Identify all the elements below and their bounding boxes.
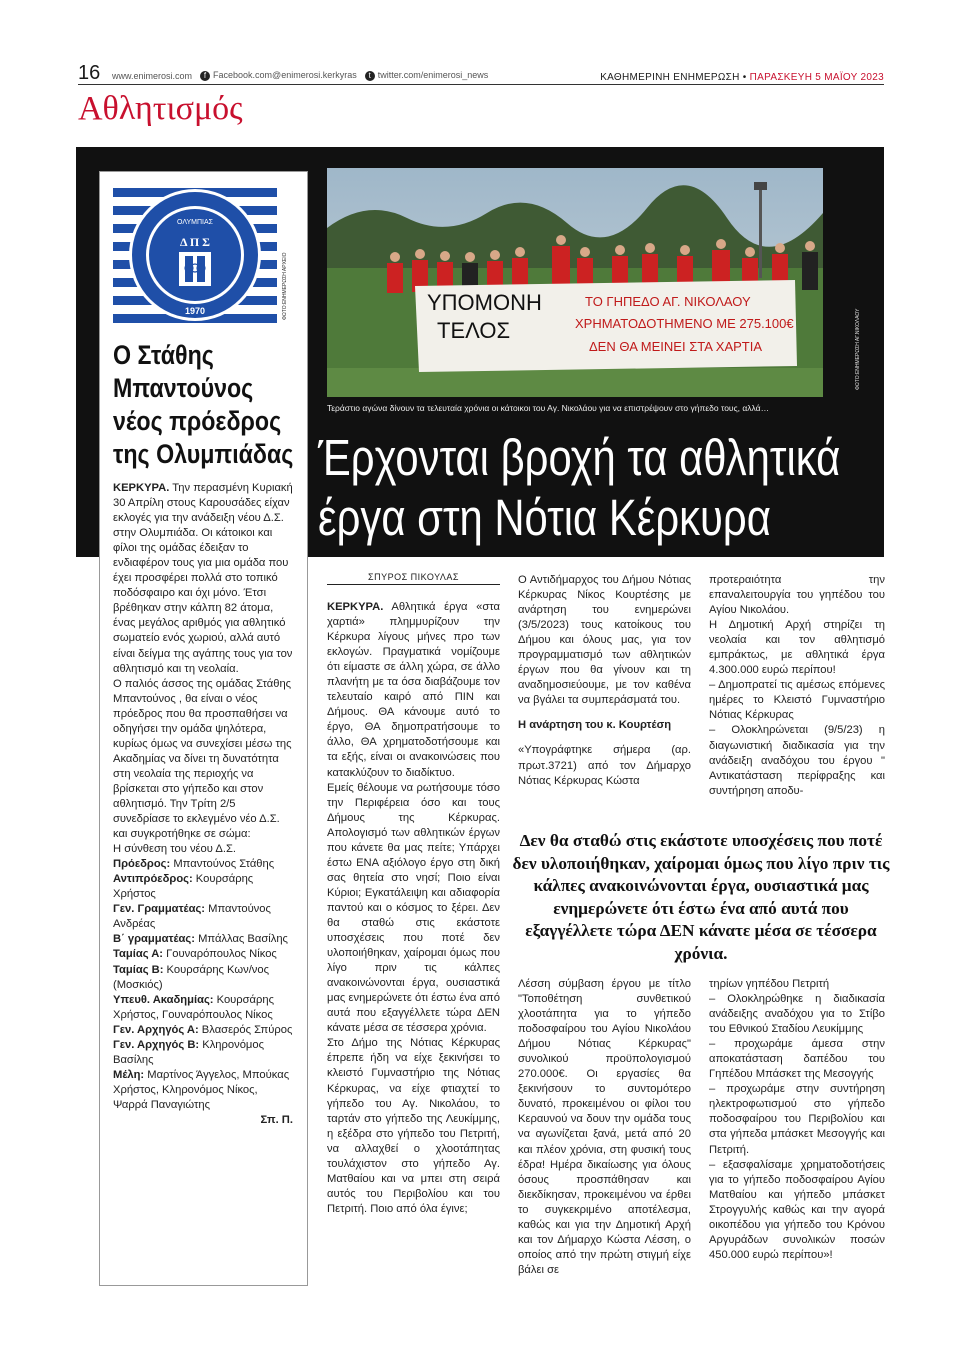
board-member: Υπευθ. Ακαδημίας: Κουρσάρης Χρήστος, Γουναρόπουλος Νίκος [113,993,275,1021]
website-link[interactable]: www.enimerosi.com [112,70,193,81]
paragraph: Η Δημοτική Αρχή στηρίζει τη νεολαία και τον αθλητισμό εμπράκτως, με αθλητικά έργα 4.300.000 ευρώ περίπου! [709,619,885,677]
banner-text-2: ΤΕΛΟΣ [437,318,511,343]
board-member: Β΄ γραμματέας: Μπάλλας Βασίλης [113,933,288,946]
paragraph: – Δημοπρατεί τις αμέσως επόμενες ημέρες το Κλειστό Γυμναστήριο Νότιας Κέρκυρας [709,679,885,722]
section-title: Αθλητισμός [78,90,243,127]
paragraph: τηρίων γηπέδου Πετριτή [709,978,830,990]
main-headline: Έρχονται βροχή τα αθλητικά έργα στη Νότια Κέρκυρα [318,429,841,546]
pull-quote: Δεν θα σταθώ στις εκάστοτε υποσχέσεις που ποτέ δεν υλοποιήθηκαν, χαίρομαι όμως που λίγο πριν τις κάλπες ανακοινώνονται έργα, ουσιαστικά μας ενημερώνετε ότι έστω ένα από αυτά που εξαγγέλλετε τώρα ΔΕΝ κάνατε μέσα σε τέσσερα χρόνια. [512,831,890,963]
paragraph: Ο Αντιδήμαρχος του Δήμου Νότιας Κέρκυρας Νίκος Κουρτέσης με ανάρτηση του ενημερώνει (3/5/2023) τους κατοίκους του Δήμου και όλους μας, για τον προγραμματισμό των αθλητικών έργων που θα γίνουν και τη αναδημοσιεύουμε, με τον καθένα να βγάλει τα συμπεράσματά του. [518,574,691,707]
board-member: Αντιπρόεδρος: Κουρσάρης Χρήστος [113,873,254,901]
lead-place: ΚΕΡΚΥΡΑ. [327,601,384,613]
article-column-3-bottom [709,977,885,1263]
side-signature: Σπ. Π. [260,1113,293,1126]
facebook-label: Facebook.com@enimerosi.kerkyras [213,70,357,80]
masthead-info: ΚΑΘΗΜΕΡΙΝΗ ΕΝΗΜΕΡΩΣΗ • ΠΑΡΑΣΚΕΥΗ 5 ΜΑΪΟΥ 2023 [600,72,884,83]
banner-text-1: ΥΠΟΜΟΝΗ [427,290,542,315]
logo-photo-credit: ΦΩΤΟ:ΕΝΗΜΕΡΩΣΗ ΑΡΧΕΙΟ [282,252,288,320]
main-photo-credit: ΦΩΤΟ:ΕΝΗΜΕΡΩΣΗ ΑΓ.ΝΙΚΟΛΑΟΥ [855,308,861,390]
lead-text: Αθλητικά έργα «στα χαρτιά» πλημμυρίζουν την Κέρκυρα λίγους μήνες προ των εκλογών. Πραγματικά νομίζουμε ότι είμαστε σε άλλη χώρα, σε άλλο πλανήτη με τα όσα διαβάζουμε τον τελευταίο καιρό από ΠΙΝ και Δήμους. ΘΑ κάνουμε αυτό το έργο, ΘΑ δημοπρατήσουμε το άλλο, ΘΑ χρηματοδοτήσουμε και τα εξής, είναι οι ανακοινώσεις που κατακλύζουν το διαδίκτυο. [327,601,500,779]
club-logo [113,184,277,327]
facebook-link[interactable] [200,70,357,81]
board-member: Γεν. Αρχηγός Α: Βλασερός Σπύρος [113,1023,293,1036]
paragraph: – Ολοκληρώνεται (9/5/23) η διαγωνιστική διαδικασία για την ανάδειξη αναδόχου του έργου " Αντικατάσταση περίφραξης και συντήρηση αποδυ- [709,724,885,797]
side-lead-place: ΚΕΡΚΥΡΑ. [113,482,170,494]
board-member: Ταμίας Α: Γουναρόπουλος Νίκος [113,948,277,961]
lead-paragraph [327,600,500,781]
paragraph: – Ολοκληρώθηκε η διαδικασία ανάδειξης αναδόχου για το Στίβο του Εθνικού Σταδίου Λευκίμμης [709,993,885,1036]
logo-year: 1970 [184,306,206,316]
article-column-2-top [518,573,691,789]
side-lead [113,481,293,677]
paper-name: ΚΑΘΗΜΕΡΙΝΗ ΕΝΗΜΕΡΩΣΗ [600,72,740,83]
board-member: Γεν. Γραμματέας: Μπαντούνος Ανδρέας [113,903,271,931]
twitter-label: twitter.com/enimerosi_news [377,70,489,80]
main-photo [327,168,823,397]
paragraph: Λέσση σύμβαση έργου με τίτλο "Τοποθέτηση συνθετικού χλοοτάπητα για το γήπεδο ποδοσφαίρου του Αγίου Νικολάου Δήμου Νότιας Κέρκυρας" συνολικού προϋπολογισμού 270.000€. Οι εργασίες θα ξεκινήσουν το συντομότερο δυνατό, προκειμένου οι φίλοι του Κεραυνού να δουν την ομάδα τους να αγωνίζεται ξανά, μετά από 20 και πλέον χρόνια, στη φυσική τους έδρα! Ημέρα δικαίωσης για όλους όσους προσπάθησαν και διεκδίκησαν, προκειμένου να έρθει το συγκεκριμένο αποτέλεσμα, καθώς και για την Δημοτική Αρχή και τον Δήμαρχο Κώστα Λέσση, ο οποίος από την πρώτη στιγμή είχε βάλει σε [518,978,691,1276]
board-member: Γεν. Αρχηγός Β: Κληρονόμος Βασίλης [113,1038,264,1066]
logo-top-text: ΟΛΥΜΠΙΑΣ [177,219,213,226]
board-member: Πρόεδρος: Μπαντούνος Στάθης [113,858,275,871]
board-member: Μέλη: Μαρτίνος Άγγελος, Μπούκας Χρήστος, Κληρονόμος Νίκος, Ψαρρά Παναγιώτης [113,1068,290,1111]
side-lead-text: Την περασμένη Κυριακή 30 Απρίλη στους Καρουσάδες είχαν εκλογές για την ανάδειξη νέου Δ.Σ. στην Ολυμπιάδα. Οι κάτοικοι και φίλοι της ομάδας έδειξαν το ενδιαφέρον τους για μια ομάδα που έχει προσφέρει πολλά στο τοπικό ποδόσφαιρο και όχι μόνο. Έτσι βρέθηκαν στην κάλπη 82 άτομα, ένας μεγάλος αριθμός για αθλητικό σωματείο ενός χωριού, αλλά αυτό είναι δείγμα της αγάπης τους για τον αθλητισμό και τη νεολαία. [113,482,293,675]
page-number: 16 [78,62,101,84]
banner-text-4: ΧΡΗΜΑΤΟΔΟΤΗΜΕΝΟ ΜΕ 275.100€ [575,316,794,331]
header-links [112,70,488,81]
article-column-3-top [709,573,885,799]
paragraph: – προχωράμε άμεσα στην αποκατάσταση δαπέδου του Γηπέδου Μπάσκετ της Μεσογγής [709,1038,885,1081]
subheading: Η ανάρτηση του κ. Κουρτέση [518,719,672,732]
byline: ΣΠΥΡΟΣ ΠΙΚΟΥΛΑΣ [327,572,500,585]
banner-text-3: ΤΟ ΓΗΠΕΔΟ ΑΓ. ΝΙΚΟΛΑΟΥ [585,294,751,309]
paragraph: Εμείς θέλουμε να ρωτήσουμε τόσο την Περιφέρεια όσο και τους Δήμους της Κέρκυρας. Απολογισμό των αθλητικών έργων που κάνετε θα μας πείτε; Υπάρχει έστω ΕΝΑ αξιόλογο έργο στη δική σας θητεία στο νησί; Ποιο είναι Κύριοι; Εγκατάλειψη και αδιαφορία παντού και ο κόσμος το ξέρει. Δεν θα σταθώ στις εκάστοτε υποσχέσεις που ποτέ δεν υλοποιήθηκαν, χαίρομαι όμως που λίγο πριν τις κάλπες ανακοινώνονται έργα, ουσιαστικά μας ενημερώνετε ότι έστω ένα από αυτά που εξαγγέλλετε τώρα ΔΕΝ κάνατε μέσα σε τέσσερα χρόνια. [327,781,500,1035]
header-rule [78,84,884,85]
paragraph: «Υπογράφτηκε σήμερα (αρ. πρωτ.3721) από τον Δήμαρχο Νότιας Κέρκυρας Κώστα [518,744,691,787]
article-column-2-bottom [518,977,691,1278]
side-paragraph-3: Η σύνθεση του νέου Δ.Σ. [113,843,236,856]
article-column-1 [327,600,500,1217]
paragraph: προτεραιότητα την επαναλειτουργία του γηπέδου του Αγίου Νικολάου. [709,574,885,617]
issue-date: ΠΑΡΑΣΚΕΥΗ 5 ΜΑΪΟΥ 2023 [749,72,884,83]
side-paragraph-2: Ο παλιός άσσος της ομάδας Στάθης Μπαντούνος , θα είναι ο νέος πρόεδρος που θα προσπαθήσει να οδηγήσει την ομάδα ψηλότερα, κυρίως όμως να συνεχίσει μέσω της Ακαδημίας να δίνει τη δυνατότητα στη νεολαία της περιοχής να βρίσκεται στο γήπεδο και στον αθλητισμό. Την Τρίτη 2/5 συνεδρίασε το εκλεγμένο νέο Δ.Σ. και συγκροτήθηκε σε σώμα: [113,677,292,841]
facebook-icon: f [200,71,210,81]
paragraph: – προχωράμε στην συντήρηση ηλεκτροφωτισμού στο γήπεδο ποδοσφαίρου του Περιβολίου και στα γήπεδα μπάσκετ Μεσογγής και Πετριτή. [709,1083,885,1156]
banner-text-5: ΔΕΝ ΘΑ ΜΕΙΝΕΙ ΣΤΑ ΧΑΡΤΙΑ [589,339,763,354]
logo-letters: Δ Π Σ [179,235,211,249]
board-member: Ταμίας Β: Κουρσάρης Κων/νος (Μοσκιός) [113,963,270,991]
twitter-link[interactable] [365,70,489,81]
paragraph: – εξασφαλίσαμε χρηματοδοτήσεις για το γήπεδο ποδοσφαίρου Αγίου Ματθαίου και γήπεδο μπάσκετ Στρογγυλής καθώς και την αγορά οικοπέδου για γήπεδο του Κρόνου Αργυράδων συνολικών ποσών 450.000 ευρώ περίπου»! [709,1158,885,1261]
photo-caption: Τεράστιο αγώνα δίνουν τα τελευταία χρόνια οι κάτοικοι του Αγ. Νικολάου για να επιστρέψουν στο γήπεδο τους, αλλά… [327,403,770,413]
twitter-icon: t [365,71,375,81]
side-article-title: Ο Στάθης Μπαντούνος νέος πρόεδρος της Ολυμπιάδας [113,340,294,469]
side-article-body [113,481,293,1128]
paragraph: Στο Δήμο της Νότιας Κέρκυρας έπρεπε ήδη να είχε ξεκινήσει το κλειστό Γυμναστήριο της Νότιας Κέρκυρας, να είχε φτιαχτεί το γήπεδο του Αγ. Νικολάου, το ταρτάν στο γήπεδο της Λευκίμμης, η εξέδρα στο γήπεδο του Πετριτή, να αλλαχθεί ο χλοοτάπητας τουλάχιστον στο γήπεδο Αγ. Ματθαίου και να μπει στη σειρά αυτός του Περιβολίου και του Πετριτή. Ποιο από όλα έγινε; [327,1037,500,1215]
